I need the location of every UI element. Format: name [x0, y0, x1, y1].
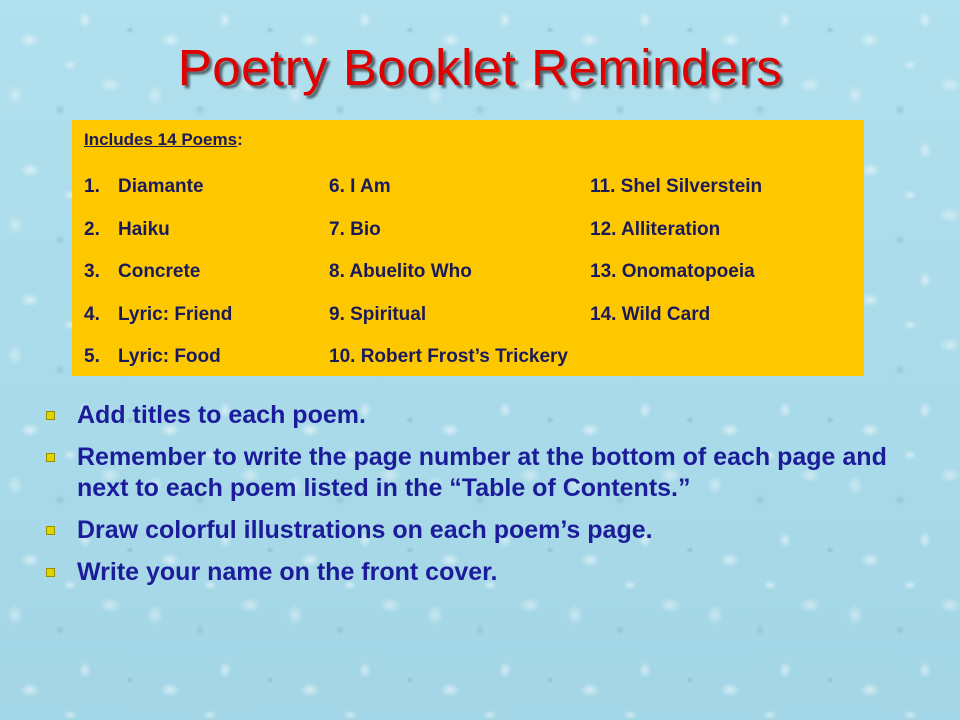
- poem-number: 2.: [84, 218, 100, 240]
- slide-title: Poetry Booklet Reminders: [177, 39, 783, 96]
- poem-number: 3.: [84, 261, 100, 283]
- poem-item: 7. Bio: [329, 218, 381, 240]
- poem-column-3: [590, 176, 762, 346]
- reminder-text: Remember to write the page number at the bottom of each page and next to each poem listed in the “Table of Contents.”: [77, 443, 887, 502]
- reminder-item: [40, 515, 920, 546]
- poem-number: 5.: [84, 346, 100, 368]
- reminder-text: Draw colorful illustrations on each poem’s page.: [77, 516, 653, 544]
- poem-item: [84, 346, 232, 389]
- poem-column-2: [329, 176, 568, 389]
- reminder-list: [40, 400, 920, 599]
- poem-name: Lyric: Friend: [118, 303, 233, 325]
- poem-list-box: [72, 120, 864, 376]
- poem-item: 6. I Am: [329, 176, 391, 197]
- poem-item: 10. Robert Frost’s Trickery: [329, 346, 569, 368]
- poem-item: 11. Shel Silverstein: [590, 176, 763, 197]
- poem-item: 12. Alliteration: [590, 218, 721, 240]
- poem-list-heading: [84, 130, 243, 150]
- poem-name: Lyric: Food: [118, 346, 221, 368]
- poem-number: 1.: [84, 176, 100, 197]
- bullet-square-icon: [46, 526, 55, 535]
- poem-name: Concrete: [118, 261, 201, 283]
- poem-item: [84, 304, 232, 347]
- poem-item: 14. Wild Card: [590, 303, 711, 325]
- reminder-text: Write your name on the front cover.: [77, 558, 498, 586]
- poem-name: Diamante: [118, 176, 204, 197]
- poem-number: 4.: [84, 303, 100, 325]
- reminder-item: [40, 557, 920, 588]
- poem-list-heading-text: Includes 14 Poems: [84, 130, 238, 149]
- poem-column-1: [84, 176, 232, 389]
- poem-item: 8. Abuelito Who: [329, 261, 472, 283]
- poem-item: [84, 219, 232, 262]
- poem-item: [84, 261, 232, 304]
- bullet-square-icon: [46, 568, 55, 577]
- bullet-square-icon: [46, 411, 55, 420]
- poem-item: [84, 176, 232, 219]
- reminder-item: [40, 400, 920, 431]
- poem-name: Haiku: [118, 218, 170, 240]
- reminder-text: Add titles to each poem.: [77, 401, 366, 429]
- bullet-square-icon: [46, 453, 55, 462]
- reminder-item: [40, 442, 920, 504]
- poem-item: 13. Onomatopoeia: [590, 261, 755, 283]
- poem-list-heading-colon: :: [237, 130, 243, 149]
- poem-item: 9. Spiritual: [329, 303, 427, 325]
